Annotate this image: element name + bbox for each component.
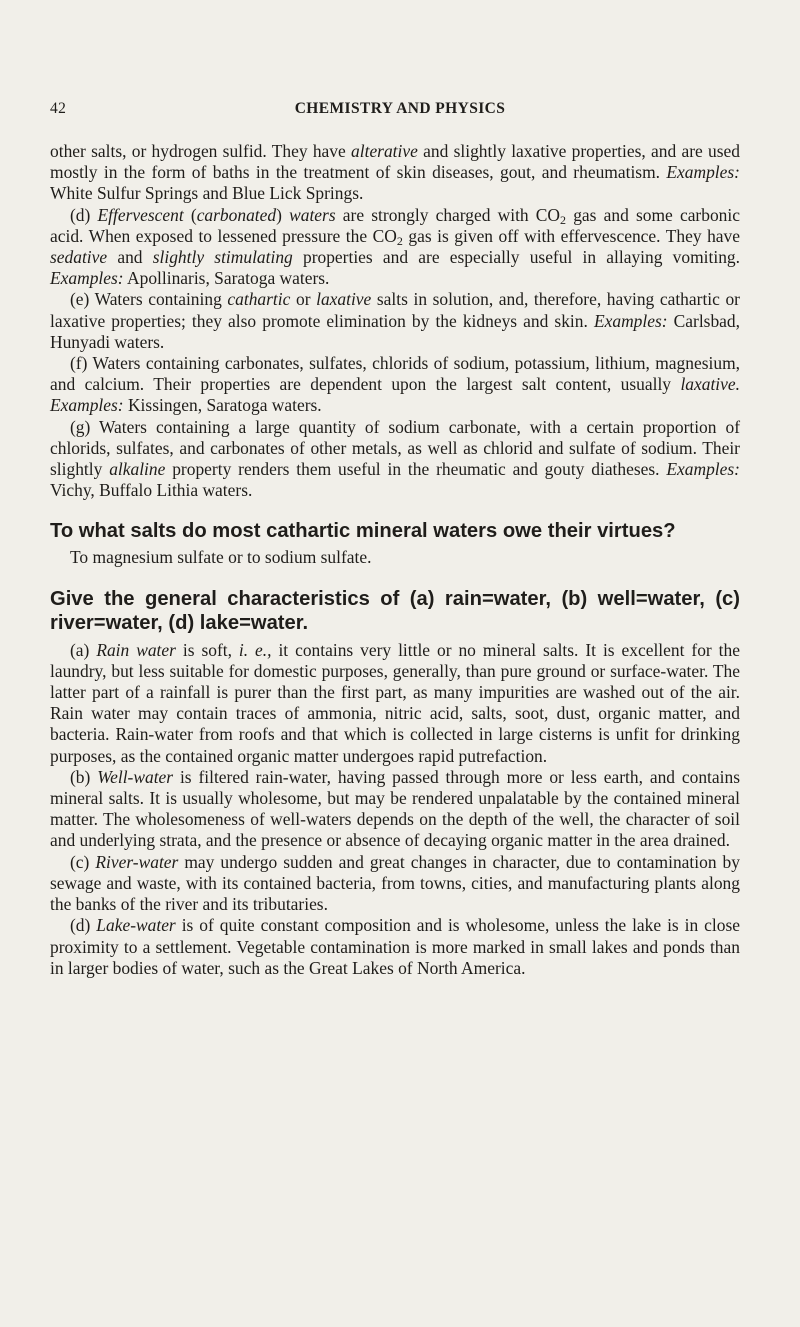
paragraph-continuation: other salts, or hydrogen sulfid. They have alterative and slightly laxative properties, and are used mostly in the form of baths in the treatment of skin diseases, gout, and rheumatism. Examples: White Sulfur Springs and Blue Lick Springs. <box>50 141 740 204</box>
page-number: 42 <box>50 100 67 117</box>
paragraph-cathartic-waters: (e) Waters containing cathartic or laxative salts in solution, and, therefore, having cathartic or laxative properties; they also promote elimination by the kidneys and skin. Examples: Carlsbad, Hunyadi waters. <box>50 289 740 352</box>
header-title: CHEMISTRY AND PHYSICS <box>294 100 506 117</box>
paragraph-carbonate-waters: (f) Waters containing carbonates, sulfates, chlorids of sodium, potassium, lithium, magnesium, and calcium. Their properties are dependent upon the largest salt content, usually laxative. Examples: Kissingen, Saratoga waters. <box>50 353 740 416</box>
paragraph-effervescent-waters: (d) Effervescent (carbonated) waters are strongly charged with $CO_2$ gas and some carbonic acid. When exposed to lessened pressure the $CO_2$ gas is given off with effervescence. They have sedative and slightly stimulating properties and are especially useful in allaying vomiting. Examples: Apollinaris, Saratoga waters. <box>50 204 740 289</box>
running-head <box>0 100 800 124</box>
paragraph-alkaline-waters: (g) Waters containing a large quantity of sodium carbonate, with a certain proportion of chlorids, sulfates, and carbonates of other metals, as well as chlorid and sulfate of sodium. Their slightly alkaline property renders them useful in the rheumatic and gouty diatheses. Examples: Vichy, Buffalo Lithia waters. <box>50 416 740 501</box>
paragraph-well-water: (b) Well-water is filtered rain-water, having passed through more or less earth, and contains mineral salts. It is usually wholesome, but may be rendered unpalatable by the contained mineral matter. The wholesomeness of well-waters depends on the depth of the well, the character of soil and underlying strata, and the presence or absence of decaying organic matter in the area drained. <box>50 766 740 851</box>
question-water-characteristics: Give the general characteristics of (a) rain=water, (b) well=water, (c) river=water, (d) lake=water. <box>50 587 740 634</box>
paragraph-rain-water: (a) Rain water is soft, i. e., it contains very little or no mineral salts. It is excellent for the laundry, but less suitable for domestic purposes, generally, than pure ground or surface-water. The latter part of a rainfall is purer than the first part, as many impurities are washed out of the air. Rain water may contain traces of ammonia, nitric acid, salts, soot, dust, organic matter, and bacteria. Rain-water from roofs and that which is collected in large cisterns is unfit for drinking purposes, as the contained organic matter undergoes rapid putrefaction. <box>50 639 740 766</box>
body-text <box>50 141 740 979</box>
question-cathartic-salts: To what salts do most cathartic mineral waters owe their virtues? <box>50 520 676 543</box>
paragraph-river-water: (c) River-water may undergo sudden and great changes in character, due to contamination by sewage and waste, with its contained bacteria, from towns, cities, and manufacturing plants along the banks of the river and its tributaries. <box>50 851 740 915</box>
answer-cathartic-salts: To magnesium sulfate or to sodium sulfate. <box>70 547 372 568</box>
paragraph-lake-water: (d) Lake-water is of quite constant composition and is wholesome, unless the lake is in close proximity to a settlement. Vegetable contamination is more marked in small lakes and ponds than in larger bodies of water, such as the Great Lakes of North America. <box>50 915 740 978</box>
